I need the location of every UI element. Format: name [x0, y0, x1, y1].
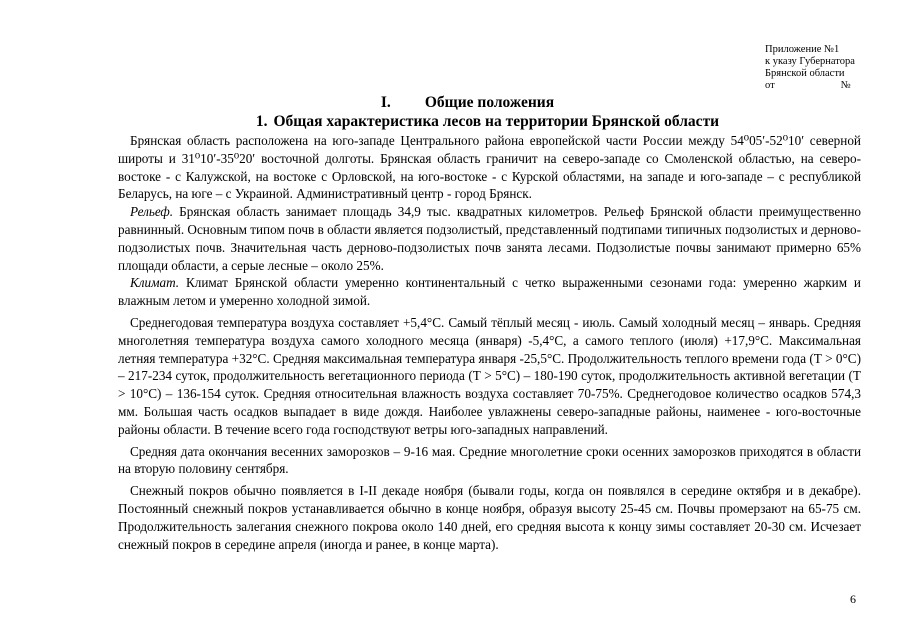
annex-line-1: Приложение №1 — [765, 44, 840, 55]
paragraph-frosts: Средняя дата окончания весенних заморозков – 9-16 мая. Средние многолетние сроки осенних заморозков приходятся в области на вторую половину сентября. — [118, 443, 861, 477]
paragraph-location: Брянская область расположена на юго-западе Центрального района европейской части России между 54⁰05′-52⁰10′ северной широты и 31⁰10′-35⁰20′ восточной долготы. Брянская область граничит на северо-западе со Смоленской областью, на северо-востоке - с Калужской, на востоке с Орловской, на юго-востоке - с Курской областями, на западе и юго-западе – с республикой Беларусь, на юге – с Украиной. Административный центр - город Брянск. — [118, 133, 861, 202]
paragraph-relief-text: Брянская область занимает площадь 34,9 тыс. квадратных километров. Рельеф Брянской области преимущественно равнинный. Основным типом почв в области является подзолистый, представленный подтипами типичных подзолистых и дерново-подзолистых почв. Значительная часть дерново-подзолистых почв занята лесами. Подзолистые почвы занимают примерно 65% площади области, а серые лесные – около 25%. — [118, 204, 861, 273]
paragraph-climate — [118, 274, 861, 310]
section-number: I. — [380, 94, 391, 111]
subsection-heading — [0, 113, 905, 131]
annex-line-3: Брянской области — [765, 68, 845, 79]
section-title: Общие положения — [424, 94, 555, 111]
subsection-title: Общая характеристика лесов на территории Брянской области — [273, 113, 720, 130]
paragraph-temperature: Среднегодовая температура воздуха составляет +5,4°С. Самый тёплый месяц - июль. Самый холодный месяц – январь. Средняя многолетняя температура воздуха самого холодного месяца (января) -5,4°С, а самого теплого (июля) +17,9°С. Максимальная летняя температура +32°С. Средняя максимальная температура января -25,5°С. Продолжительность теплого времени года (Т > 0°С) – 217-234 суток, продолжительность вегетационного периода (Т > 5°С) – 180-190 суток, продолжительность активной вегетации (Т > 10°С) – 136-154 суток. Средняя относительная влажность воздуха составляет 70-75%. Среднегодовое количество осадков 574,3 мм. Большая часть осадков выпадает в виде дождя. Наиболее увлажнены северо-западные районы, наименее - юго-восточные районы области. В течение всего года господствуют ветры юго-западных направлений. — [118, 314, 861, 437]
paragraph-snow: Снежный покров обычно появляется в I-II декаде ноября (бывали годы, когда он появлялся в середине октября и в декабре). Постоянный снежный покров устанавливается обычно в конце ноября, образуя высоту 25-45 см. Почвы промерзают на 65-75 см. Продолжительность залегания снежного покрова около 140 дней, его средняя высота к концу зимы составляет 20-30 см. Исчезает снежный покров в середине апреля (иногда и ранее, в конце марта). — [118, 483, 861, 552]
section-heading — [0, 94, 905, 112]
annex-from-label: от — [765, 80, 775, 91]
paragraph-relief — [118, 203, 861, 274]
paragraph-climate-text: Климат Брянской области умеренно континентальный с четко выраженными сезонами года: умеренно жарким и влажным летом и умеренно холодной зимой. — [118, 275, 861, 309]
annex-line-4 — [765, 80, 855, 92]
paragraph-relief-lead: Рельеф. — [130, 204, 174, 220]
page-number: 6 — [850, 592, 856, 606]
subsection-number: 1. — [255, 113, 268, 130]
annex-line-2: к указу Губернатора — [765, 56, 855, 67]
annex-number-label: № — [840, 80, 851, 91]
paragraph-climate-lead: Климат. — [130, 275, 180, 291]
body-text — [118, 132, 861, 553]
annex-note — [765, 44, 855, 92]
